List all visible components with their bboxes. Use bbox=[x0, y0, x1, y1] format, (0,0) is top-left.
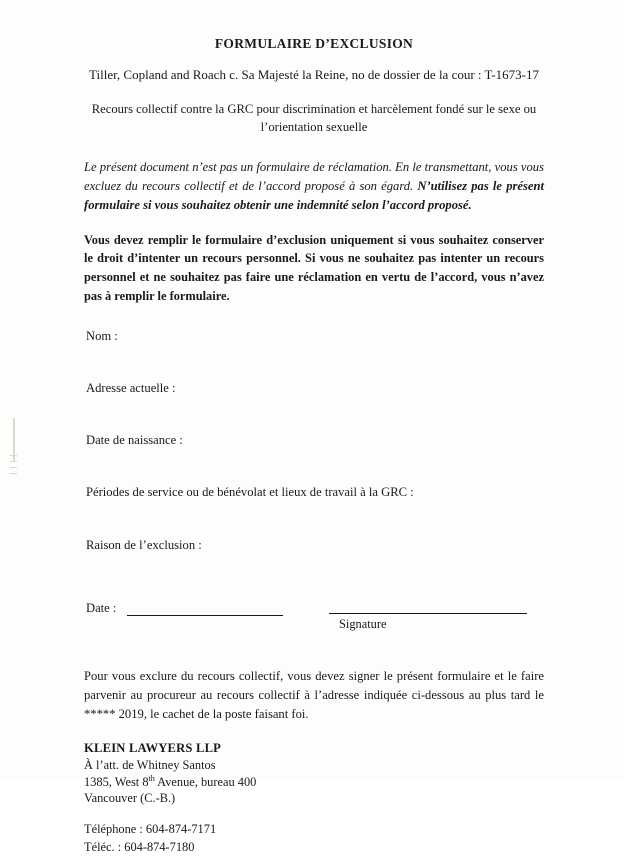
form-field-nom[interactable] bbox=[84, 329, 544, 372]
notice-emphasis: N’utilisez pas le présent formulaire si vous souhaitez obtenir une indemnité selon l’accord proposé. bbox=[84, 178, 544, 212]
firm-street-address bbox=[84, 774, 544, 791]
signature-label: Signature bbox=[339, 617, 387, 632]
instruction-paragraph: Vous devez remplir le formulaire d’exclusion uniquement si vous souhaitez conserver le droit d’intenter un recours personnel. Si vous ne souhaitez pas intenter un recours personnel et ne souhaitez pas faire une réclamation en vertu de l’accord, vous n’avez pas à remplir le formulaire. bbox=[84, 232, 544, 303]
date-label: Date : bbox=[86, 601, 117, 616]
law-firm-address bbox=[84, 740, 544, 807]
firm-attention: À l’att. de Whitney Santos bbox=[84, 757, 216, 772]
form-field-label: Date de naissance : bbox=[86, 433, 183, 448]
case-caption: Tiller, Copland and Roach c. Sa Majesté la Reine, no de dossier de la cour : T-1673-17 bbox=[89, 67, 539, 82]
signature-block bbox=[84, 595, 544, 641]
form-field-date-de-naissance[interactable] bbox=[84, 433, 544, 476]
notice-text: Le présent document n’est pas un formulaire de réclamation. En le transmettant, vous vous excluez du recours collectif et de l’accord proposé à son égard. bbox=[84, 160, 544, 193]
notice-paragraph bbox=[84, 158, 544, 215]
contact-info bbox=[84, 821, 544, 857]
scan-edge-mark bbox=[10, 455, 17, 456]
form-field-label: Périodes de service ou de bénévolat et lieux de travail à la GRC : bbox=[86, 485, 414, 500]
closing-paragraph: Pour vous exclure du recours collectif, vous devez signer le présent formulaire et le faire parvenir au procureur au recours collectif à l’adresse indiquée ci-dessous au plus tard le ***** 2019, le cachet de la poste faisant foi. bbox=[84, 669, 544, 721]
scan-edge-mark bbox=[10, 473, 17, 474]
form-field-label: Adresse actuelle : bbox=[86, 381, 176, 396]
firm-name: KLEIN LAWYERS LLP bbox=[84, 740, 222, 755]
firm-city: Vancouver (C.-B.) bbox=[84, 791, 176, 806]
document-content bbox=[84, 36, 544, 857]
signature-input-line[interactable] bbox=[329, 613, 527, 614]
form-field-label: Raison de l’exclusion : bbox=[86, 538, 202, 553]
firm-street-rest: Avenue, bureau 400 bbox=[154, 774, 257, 789]
scan-edge-mark bbox=[10, 461, 17, 462]
form-field-label: Nom : bbox=[86, 329, 118, 344]
page-title: FORMULAIRE D’EXCLUSION bbox=[214, 36, 414, 51]
contact-phone: Téléphone : 604-874-7171 bbox=[84, 822, 217, 837]
firm-street-ordinal: th bbox=[148, 773, 155, 783]
form-field-adresse-actuelle[interactable] bbox=[84, 381, 544, 424]
form-field-periodes-de-service[interactable] bbox=[84, 485, 544, 529]
scan-edge-mark bbox=[10, 467, 17, 468]
firm-street-number: 1385, West 8 bbox=[84, 774, 149, 789]
contact-fax: Téléc. : 604-874-7180 bbox=[84, 840, 195, 855]
case-subject: Recours collectif contre la GRC pour discrimination et harcèlement fondé sur le sexe ou l’orientation sexuelle bbox=[91, 101, 537, 134]
date-input-line[interactable] bbox=[127, 615, 283, 616]
form-field-raison-de-lexclusion[interactable] bbox=[84, 538, 544, 581]
